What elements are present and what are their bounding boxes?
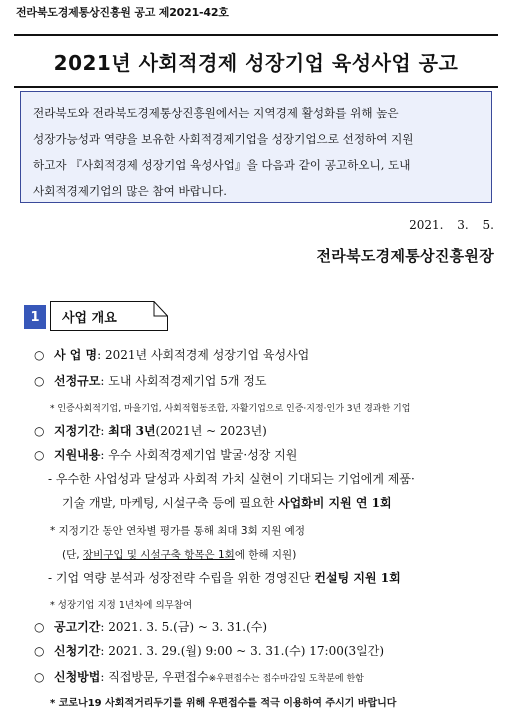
period-rest: (2021년 ~ 2023년) <box>155 424 267 438</box>
scale-note: * 인증사회적기업, 마을기업, 사회적협동조합, 자활기업으로 인증·지정·인가 3년 경과한 기업 <box>50 404 411 414</box>
support-value: : 우수 사회적경제기업 발굴·성장 지원 <box>100 448 298 462</box>
intro-line: 전라북도와 전라북도경제통상진흥원에서는 지역경제 활성화를 위해 높은 <box>33 106 399 120</box>
item-announce <box>34 618 267 635</box>
project-name-value: : 2021년 사회적경제 성장기업 육성사업 <box>97 348 310 362</box>
apply-label: 신청기간 <box>54 644 101 658</box>
issuer-name: 전라북도경제통상진흥원장 <box>316 247 494 265</box>
page-title: 2021년 사회적경제 성장기업 육성사업 공고 <box>53 50 459 75</box>
title-box <box>14 34 498 88</box>
bullet: ○ <box>34 670 45 684</box>
method-value: : 직접방문, 우편접수 <box>100 670 209 684</box>
support-label: 지원내용 <box>54 448 101 462</box>
section-title-box <box>50 301 168 331</box>
period-sep: : <box>100 424 109 438</box>
bullet: ○ <box>34 348 45 362</box>
support-note2-b: 장비구입 및 시설구축 항목은 1회 <box>82 549 235 561</box>
apply-value: : 2021. 3. 29.(월) 9:00 ~ 3. 31.(수) 17:00(3일간) <box>100 644 385 658</box>
support-sub1-line2 <box>62 494 392 511</box>
support-sub2 <box>48 569 401 586</box>
support-note2-c: 에 한해 지원) <box>234 549 297 561</box>
intro-line: 성장가능성과 역량을 보유한 사회적경제기업을 성장기업으로 선정하여 지원 <box>33 132 414 146</box>
notice-date: 2021. 3. 5. <box>409 218 494 232</box>
intro-line: 사회적경제기업의 많은 참여 바랍니다. <box>33 184 227 198</box>
section-number: 1 <box>24 305 46 329</box>
intro-line: 하고자 『사회적경제 성장기업 육성사업』을 다음과 같이 공고하오니, 도내 <box>33 158 411 172</box>
notice-number: 전라북도경제통상진흥원 공고 제2021-42호 <box>16 6 229 19</box>
support-sub1-line2-a: 기술 개발, 마케팅, 시설구축 등에 필요한 <box>62 496 278 510</box>
announce-label: 공고기간 <box>54 620 101 634</box>
bullet: ○ <box>34 448 45 462</box>
period-bold: 최대 3년 <box>108 424 156 438</box>
announce-value: : 2021. 3. 5.(금) ~ 3. 31.(수) <box>100 620 268 634</box>
support-note2 <box>62 547 296 562</box>
support-sub2-b: 컨설팅 지원 1회 <box>314 571 401 585</box>
item-period <box>34 422 267 439</box>
item-support <box>34 446 297 463</box>
support-note2-a: (단, <box>62 549 83 561</box>
bullet: ○ <box>34 374 45 388</box>
item-project-name <box>34 346 309 363</box>
scale-value: : 도내 사회적경제기업 5개 정도 <box>100 374 267 388</box>
bullet: ○ <box>34 644 45 658</box>
support-sub1-line2-b: 사업화비 지원 연 1회 <box>278 496 392 510</box>
project-name-label: 사 업 명 <box>54 348 98 362</box>
support-sub2-a: - 기업 역량 분석과 성장전략 수립을 위한 경영진단 <box>48 571 315 585</box>
support-sub1-line1: - 우수한 사업성과 달성과 사회적 가치 실현이 기대되는 기업에게 제품· <box>48 472 415 486</box>
bullet: ○ <box>34 620 45 634</box>
intro-box <box>20 91 492 203</box>
section-title: 사업 개요 <box>62 311 117 326</box>
covid-note: * 코로나19 사회적거리두기를 위해 우편접수를 적극 이용하여 주시기 바랍니다 <box>50 698 397 709</box>
item-apply <box>34 642 384 659</box>
bullet: ○ <box>34 424 45 438</box>
support-note1: * 지정기간 동안 연차별 평가를 통해 최대 3회 지원 예정 <box>50 525 305 537</box>
method-label: 신청방법 <box>54 670 101 684</box>
method-note: ※우편접수는 접수마감일 도착분에 한함 <box>208 674 364 684</box>
scale-label: 선정규모 <box>54 374 101 388</box>
item-scale <box>34 372 266 389</box>
period-label: 지정기간 <box>54 424 101 438</box>
support-note3: * 성장기업 지정 1년차에 의무참여 <box>50 600 193 611</box>
item-method <box>34 668 364 685</box>
